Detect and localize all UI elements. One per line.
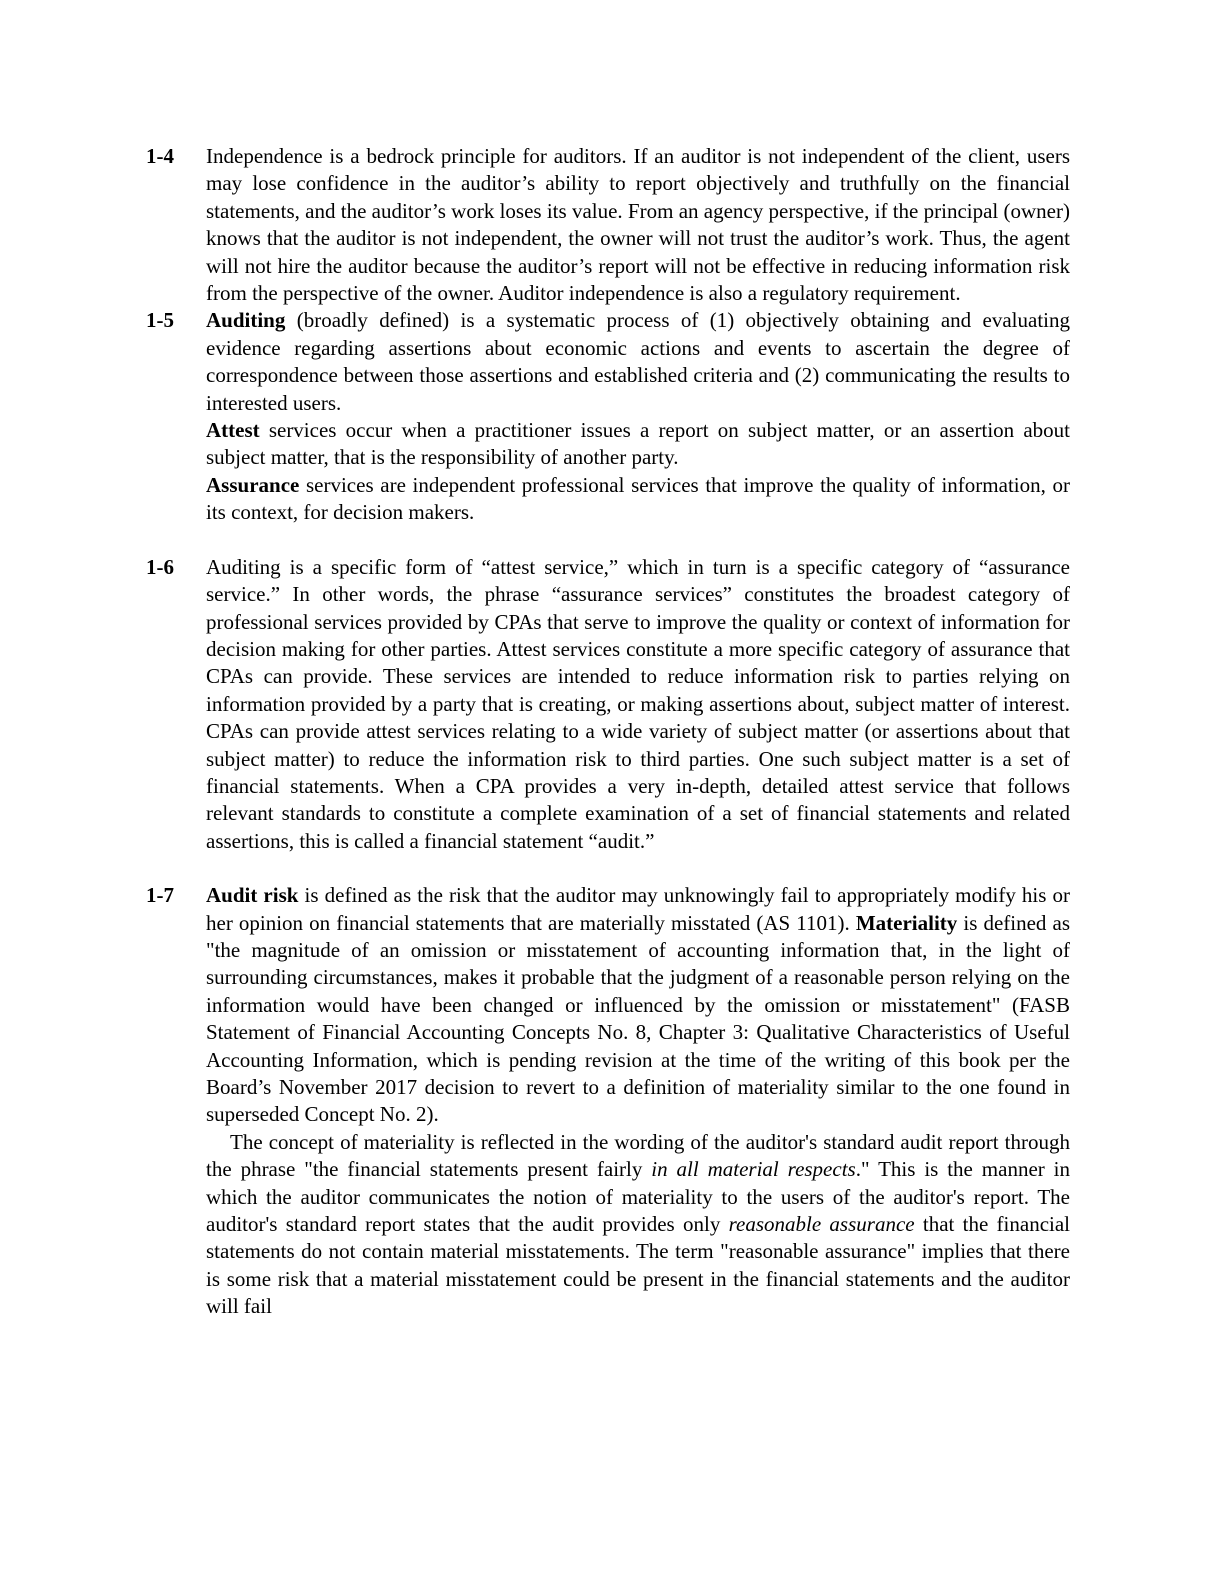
question-number: 1-6 bbox=[146, 554, 174, 579]
italic-phrase: in all material respects bbox=[651, 1157, 856, 1182]
answer-paragraph bbox=[206, 417, 1070, 472]
term-materiality: Materiality bbox=[855, 910, 958, 935]
answer-paragraph bbox=[206, 554, 1070, 855]
term-assurance: Assurance bbox=[206, 472, 300, 497]
paragraph-text: Auditing is a specific form of “attest service,” which in turn is a specific category of “assurance service.” In other words, the phrase “assurance services” constitutes the broadest category of professional services provided by CPAs that serve to improve the quality or context of information for decision making for other parties. Attest services constitute a more specific category of assurance that CPAs can provide. These services are intended to reduce information risk to parties relying on information provided by a party that is creating, or making assertions about, subject matter of interest. CPAs can provide attest services relating to a wide variety of subject matter (or assertions about that subject matter) to reduce the information risk to third parties. One such subject matter is a set of financial statements. When a CPA provides a very in-depth, detailed attest service that follows relevant standards to constitute a complete examination of a set of financial statements and related assertions, this is called a financial statement “audit.” bbox=[206, 554, 1070, 853]
paragraph-text: ." This is the manner in which the auditor communicates the notion of materiality to the users of the auditor's report. The auditor's standard report states that the audit provides only bbox=[206, 1157, 1071, 1237]
paragraph-text: services occur when a practitioner issues a report on subject matter, or an assertion about subject matter, that is the responsibility of another party. bbox=[206, 418, 1070, 470]
question-1-7 bbox=[146, 882, 1070, 1321]
answer-paragraph bbox=[206, 1129, 1070, 1321]
question-1-4 bbox=[146, 143, 1070, 307]
paragraph-text: services are independent professional services that improve the quality of information, or its context, for decision makers. bbox=[206, 472, 1070, 525]
answer-paragraph bbox=[206, 882, 1070, 1129]
paragraph-text: (broadly defined) is a systematic process of (1) objectively obtaining and evaluating evidence regarding assertions about economic actions and events to ascertain the degree of correspondence between those assertions and established criteria and (2) communicating the results to interested users. bbox=[206, 308, 1070, 415]
paragraph-text: is defined as "the magnitude of an omission or misstatement of accounting information that, in the light of surrounding circumstances, makes it probable that the judgment of a reasonable person relying on the information would have been changed or influenced by the omission or misstatement" (FASB Statement of Financial Accounting Concepts No. 8, Chapter 3: Qualitative Characteristics of Useful Accounting Information, which is pending revision at the time of the writing of this book per the Board’s November 2017 decision to revert to a definition of materiality similar to the one found in superseded Concept No. 2). bbox=[206, 910, 1070, 1127]
term-attest: Attest bbox=[206, 418, 260, 443]
italic-phrase: reasonable assurance bbox=[728, 1212, 915, 1237]
term-auditing: Auditing bbox=[206, 308, 286, 333]
question-number: 1-5 bbox=[146, 308, 174, 333]
answer-paragraph bbox=[206, 472, 1070, 527]
question-1-5 bbox=[146, 307, 1070, 526]
document-page bbox=[146, 143, 1070, 1321]
answer-paragraph bbox=[206, 143, 1070, 307]
paragraph-text: Independence is a bedrock principle for auditors. If an auditor is not independent of the client, users may lose confidence in the auditor’s ability to report objectively and truthfully on the financial statements, and the auditor’s work loses its value. From an agency perspective, if the principal (owner) knows that the auditor is not independent, the owner will not trust the auditor’s work. Thus, the agent will not hire the auditor because the auditor’s report will not be effective in reducing information risk from the perspective of the owner. Auditor independence is also a regulatory requirement. bbox=[206, 144, 1070, 306]
term-audit-risk: Audit risk bbox=[206, 883, 299, 908]
answer-paragraph bbox=[206, 307, 1070, 417]
question-number: 1-7 bbox=[146, 883, 174, 908]
question-1-6 bbox=[146, 554, 1070, 855]
paragraph-text: that the financial statements do not contain material misstatements. The term "reasonable assurance" implies that there is some risk that a material misstatement could be present in the financial statements and the auditor will fail bbox=[206, 1212, 1071, 1319]
paragraph-text: is defined as the risk that the auditor may unknowingly fail to appropriately modify his or her opinion on financial statements that are materially misstated (AS 1101). bbox=[206, 883, 1070, 935]
question-number: 1-4 bbox=[146, 144, 174, 168]
paragraph-text: The concept of materiality is reflected in the wording of the auditor's standard audit report through the phrase "the financial statements present fairly bbox=[206, 1129, 1070, 1182]
